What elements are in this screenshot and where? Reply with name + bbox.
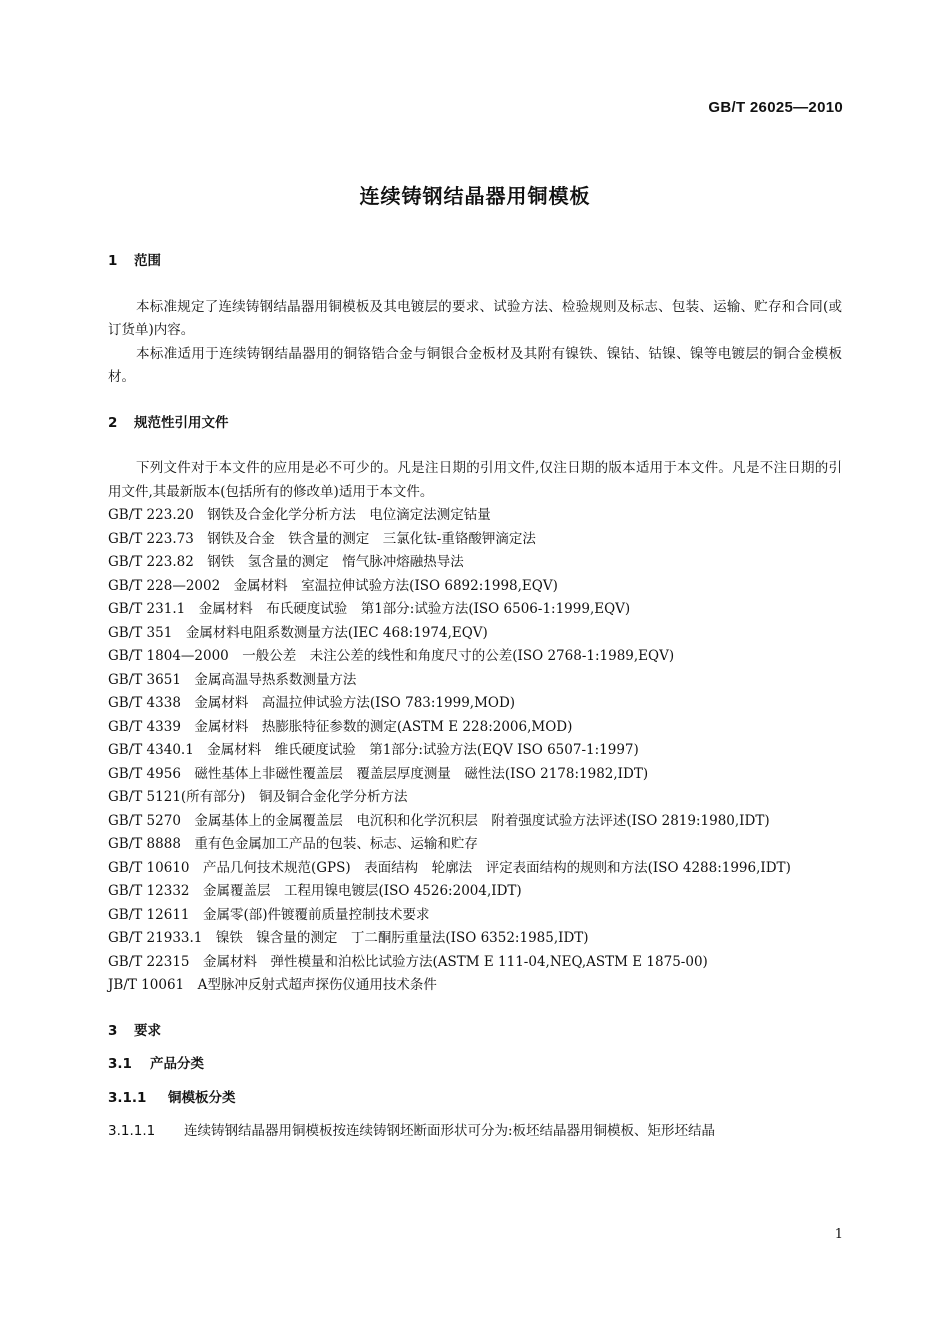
subsection-number: 3.1 [108, 1056, 132, 1072]
reference-item: GB/T 4339 金属材料 热膨胀特征参数的测定(ASTM E 228:2006,MOD) [108, 718, 573, 735]
section-number: 3 [108, 1022, 118, 1039]
standard-code: GB/T 26025—2010 [708, 99, 843, 116]
reference-item: GB/T 4956 磁性基体上非磁性覆盖层 覆盖层厚度测量 磁性法(ISO 2178:1982,IDT) [108, 765, 649, 782]
reference-item: GB/T 10610 产品几何技术规范(GPS) 表面结构 轮廓法 评定表面结构的规则和方法(ISO 4288:1996,IDT) [108, 859, 791, 876]
reference-item: GB/T 5270 金属基体上的金属覆盖层 电沉积和化学沉积层 附着强度试验方法评述(ISO 2819:1980,IDT) [108, 812, 770, 829]
reference-item: GB/T 223.20 钢铁及合金化学分析方法 电位滴定法测定钴量 [108, 507, 491, 523]
document-body [108, 250, 842, 1144]
reference-item: GB/T 1804—2000 一般公差 未注公差的线性和角度尺寸的公差(ISO 2768-1:1989,EQV) [108, 648, 675, 664]
subsection-title: 产品分类 [150, 1056, 204, 1072]
reference-item: GB/T 351 金属材料电阻系数测量方法(IEC 468:1974,EQV) [108, 624, 488, 641]
section-1-heading [108, 250, 842, 274]
reference-item: GB/T 8888 重有色金属加工产品的包装、标志、运输和贮存 [108, 836, 478, 852]
reference-item: GB/T 223.73 钢铁及合金 铁含量的测定 三氯化钛-重铬酸钾滴定法 [108, 530, 536, 547]
reference-item: JB/T 10061 A型脉冲反射式超声探伤仪通用技术条件 [108, 977, 437, 993]
subsection-number: 3.1.1 [108, 1089, 147, 1106]
subsection-title: 铜模板分类 [168, 1089, 236, 1106]
reference-item: GB/T 5121(所有部分) 铜及铜合金化学分析方法 [108, 789, 408, 805]
page-number: 1 [834, 1227, 843, 1242]
section-2-heading [108, 412, 842, 436]
reference-item: GB/T 231.1 金属材料 布氏硬度试验 第1部分:试验方法(ISO 6506-1:1999,EQV) [108, 601, 631, 617]
document-title: 连续铸钢结晶器用铜模板 [359, 184, 591, 208]
scope-paragraph: 本标准规定了连续铸钢结晶器用铜模板及其电镀层的要求、试验方法、检验规则及标志、包装、运输、贮存和合同(或订货单)内容。 [108, 298, 842, 338]
reference-item: GB/T 12611 金属零(部)件镀覆前质量控制技术要求 [108, 906, 430, 923]
scope-paragraph: 本标准适用于连续铸钢结晶器用的铜铬锆合金与铜银合金板材及其附有镍铁、镍钴、钴镍、镍等电镀层的铜合金模板材。 [108, 345, 842, 385]
reference-item: GB/T 21933.1 镍铁 镍含量的测定 丁二酮肟重量法(ISO 6352:1985,IDT) [108, 930, 589, 946]
section-number: 2 [108, 414, 118, 431]
references-intro: 下列文件对于本文件的应用是必不可少的。凡是注日期的引用文件,仅注日期的版本适用于本文件。凡是不注日期的引用文件,其最新版本(包括所有的修改单)适用于本文件。 [108, 460, 842, 500]
clause-3-1-1-1 [108, 1120, 842, 1144]
reference-item: GB/T 4340.1 金属材料 维氏硬度试验 第1部分:试验方法(EQV ISO 6507-1:1997) [108, 742, 639, 758]
reference-item: GB/T 22315 金属材料 弹性模量和泊松比试验方法(ASTM E 111-04,NEQ,ASTM E 1875-00) [108, 953, 708, 970]
clause-number: 3.1.1.1 [108, 1123, 156, 1139]
reference-item: GB/T 3651 金属高温导热系数测量方法 [108, 671, 357, 688]
clause-text: 连续铸钢结晶器用铜模板按连续铸钢坯断面形状可分为:板坯结晶器用铜模板、矩形坯结晶 [184, 1123, 716, 1139]
reference-item: GB/T 223.82 钢铁 氢含量的测定 惰气脉冲熔融热导法 [108, 554, 464, 570]
subsection-3-1-1-heading [108, 1087, 842, 1111]
subsection-3-1-heading [108, 1053, 842, 1077]
section-number: 1 [108, 253, 118, 269]
section-title: 范围 [134, 253, 161, 269]
section-title: 规范性引用文件 [134, 414, 229, 431]
section-title: 要求 [134, 1022, 161, 1039]
reference-item: GB/T 12332 金属覆盖层 工程用镍电镀层(ISO 4526:2004,IDT) [108, 883, 522, 899]
reference-list [108, 504, 842, 998]
reference-item: GB/T 4338 金属材料 高温拉伸试验方法(ISO 783:1999,MOD) [108, 695, 516, 711]
reference-item: GB/T 228—2002 金属材料 室温拉伸试验方法(ISO 6892:1998,EQV) [108, 577, 558, 594]
section-3-heading [108, 1020, 842, 1044]
